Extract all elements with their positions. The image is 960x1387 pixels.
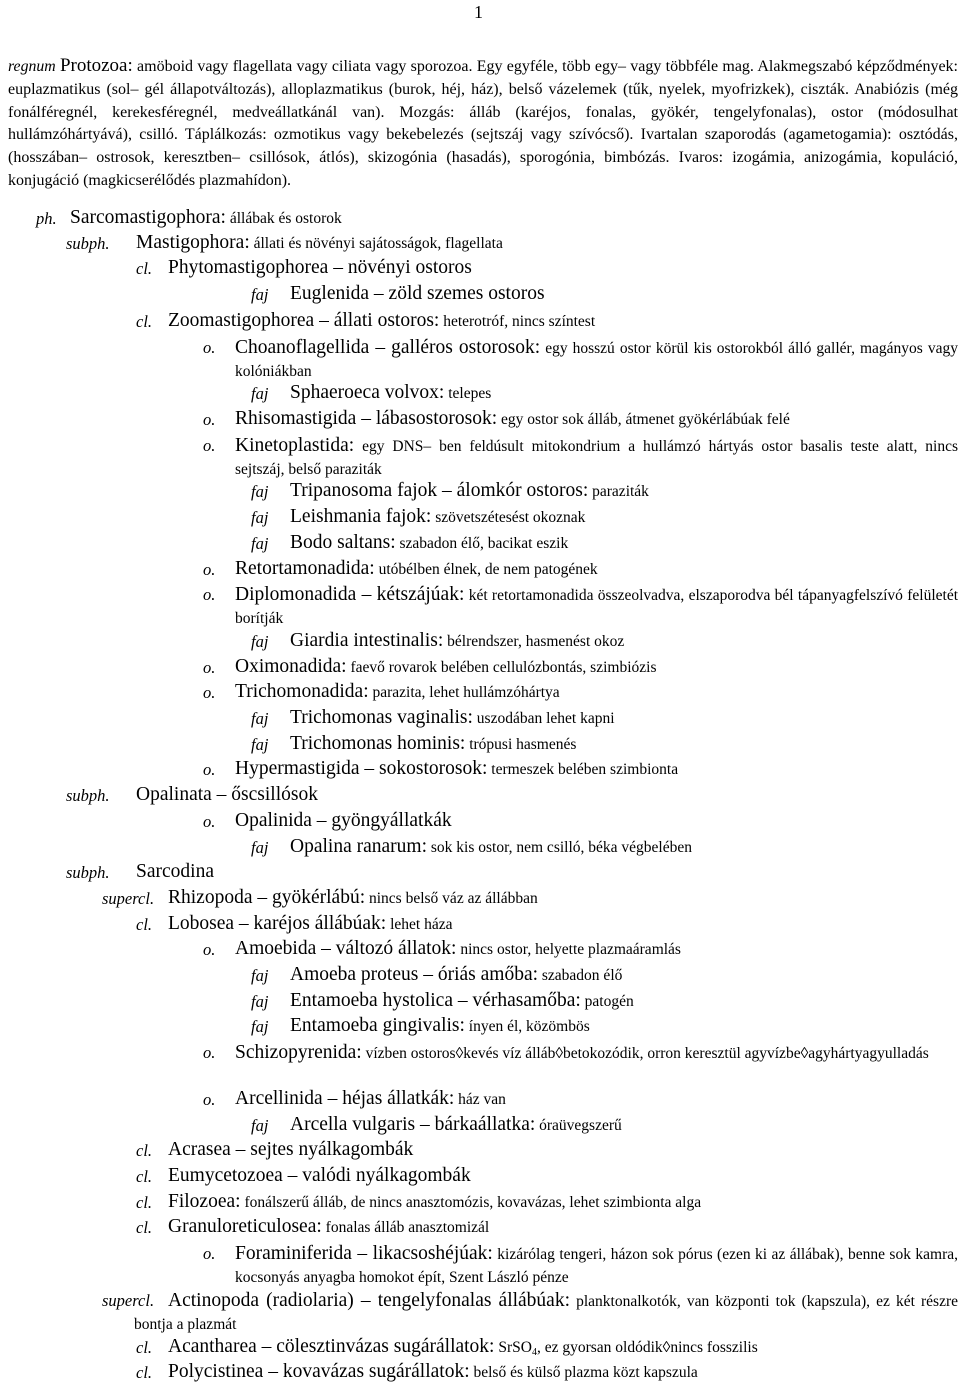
taxon-rank-label: o. — [203, 585, 216, 604]
taxon-entry — [290, 1015, 590, 1037]
taxon-rank-label: cl. — [136, 915, 153, 934]
taxon-rank-label: o. — [203, 436, 216, 455]
taxon-entry — [235, 1041, 958, 1065]
taxon-description: vízben ostoros◊kevés víz álláb◊betokozódik, orron keresztül agyvízbe◊agyhártyagyulladás — [361, 1045, 929, 1062]
taxon-description: állábak és ostorok — [225, 210, 342, 227]
taxon-rank-label: faj — [251, 1017, 269, 1036]
page-number: 1 — [474, 2, 483, 22]
taxon-rank-label: o. — [203, 1090, 216, 1109]
taxon-entry — [290, 1114, 622, 1136]
taxon-rank-label: cl. — [136, 312, 153, 331]
taxon-entry — [168, 1191, 701, 1213]
taxon-name: Amoebida – változó állatok: — [235, 938, 457, 959]
taxon-entry — [235, 681, 560, 703]
taxon-rank-label: cl. — [136, 1193, 153, 1212]
intro-paragraph — [8, 55, 958, 193]
taxon-name: Polycistinea – kovavázas sugárállatok: — [168, 1361, 470, 1382]
taxon-name: Acantharea – cölesztinvázas sugárállatok: — [168, 1336, 495, 1357]
taxon-description: fonalas álláb anasztomizál — [321, 1219, 490, 1236]
taxon-entry — [290, 382, 491, 404]
taxon-name: Leishmania fajok: — [290, 506, 432, 527]
taxon-entry — [235, 938, 681, 960]
taxon-description: heterotróf, nincs színtest — [439, 313, 596, 330]
regnum-label: regnum — [8, 58, 56, 75]
taxon-description: termeszek belében szimbionta — [487, 761, 679, 778]
taxon-description: egy hosszú ostor körül kis ostorokból álló gallér, magányos vagy kolóniákban — [235, 340, 958, 380]
taxon-description: egy ostor sok álláb, átmenet gyökérlábúak felé — [497, 411, 790, 428]
taxon-description: faevő rovarok belében cellulózbontás, szimbiózis — [346, 659, 657, 676]
taxon-description: nincs ostor, helyette plazmaáramlás — [456, 941, 681, 958]
taxon-description: szabadon élő, bacikat eszik — [395, 535, 569, 552]
taxon-description: ínyen él, közömbös — [464, 1018, 590, 1035]
intro-text: amöboid vagy flagellata vagy ciliata vagy sporozoa. Egy egyféle, több egy– vagy többféle mag. Alakmegszabó képződmények: euplazmatikus (sol– gél állapotváltozás), alloplazmatikus (burok, héj, ház), belső vázelemek (tűk, nyelek, myofrizkek), ciszták. Anabiózis (még fonálféregnél, kerekesféregnél, medveállatkánál van). Mozgás: álláb (karéjos, fonalas, gyökér, tengelyfonalas), ostor (módosulhat hullámzóhártyává), csilló. Táplálkozás: ozmotikus vagy bekebelezés (sejtszáj vagy szívócső). Ivartalan szaporodás (agametogamia): osztódás, (hosszában– ostrosok, keresztben– csillósok, átlós), skizogónia (hasadás), sporogónia, bimbózás. Ivaros: izogámia, anizogámia, kopuláció, konjugáció (magkicserélődés plazmahídon). — [8, 58, 959, 189]
taxon-name: Trichomonadida: — [235, 681, 369, 702]
taxon-description: paraziták — [588, 483, 649, 500]
taxon-rank-label: o. — [203, 410, 216, 429]
taxon-name: Sarcomastigophora: — [70, 207, 226, 228]
taxon-description: bélrendszer, hasmenést okoz — [443, 633, 625, 650]
taxon-description: utóbélben élnek, de nem patogének — [374, 561, 598, 578]
taxon-description: uszodában lehet kapni — [472, 710, 615, 727]
taxon-description: patogén — [580, 993, 634, 1010]
taxon-entry — [168, 913, 452, 935]
taxon-name: Eumycetozoea – valódi nyálkagombák — [168, 1165, 471, 1186]
taxon-name: Opalinata – őscsillósok — [136, 784, 318, 805]
taxon-entry — [235, 408, 790, 430]
taxon-rank-label: o. — [203, 683, 216, 702]
taxon-name: Phytomastigophorea – növényi ostoros — [168, 257, 472, 278]
taxon-name: Kinetoplastida: — [235, 435, 355, 456]
taxon-rank-label: o. — [203, 760, 216, 779]
taxon-rank-label: cl. — [136, 259, 153, 278]
taxon-rank-label: supercl. — [102, 1291, 155, 1310]
taxon-rank-label: faj — [251, 285, 269, 304]
taxon-entry — [70, 207, 342, 229]
taxon-entry — [235, 558, 598, 580]
taxon-entry — [235, 810, 452, 832]
taxon-name: Mastigophora: — [136, 232, 250, 253]
taxon-entry — [235, 434, 958, 481]
taxon-entry — [134, 1289, 958, 1336]
taxon-rank-label: o. — [203, 1244, 216, 1263]
taxon-entry — [290, 506, 585, 528]
taxon-entry — [290, 707, 615, 729]
taxon-entry — [235, 1088, 506, 1110]
taxon-rank-label: faj — [251, 534, 269, 553]
taxon-description: telepes — [444, 385, 492, 402]
taxon-rank-label: o. — [203, 812, 216, 831]
taxon-rank-label: faj — [251, 966, 269, 985]
taxon-entry — [235, 1242, 958, 1289]
taxon-rank-label: faj — [251, 735, 269, 754]
taxon-entry — [168, 1165, 471, 1187]
taxon-entry — [235, 758, 678, 780]
taxon-name: Schizopyrenida: — [235, 1042, 362, 1063]
taxon-rank-label: faj — [251, 482, 269, 501]
taxon-entry — [168, 310, 595, 332]
taxon-rank-label: o. — [203, 1043, 216, 1062]
taxon-rank-label: o. — [203, 338, 216, 357]
taxon-entry — [168, 1139, 413, 1161]
taxon-rank-label: subph. — [66, 863, 110, 882]
taxon-name: Oximonadida: — [235, 656, 347, 677]
taxon-description: óraüvegszerű — [535, 1117, 622, 1134]
taxon-rank-label: ph. — [36, 209, 57, 228]
taxon-name: Foraminiferida – likacsoshéjúak: — [235, 1243, 493, 1264]
taxon-name: Euglenida – zöld szemes ostoros — [290, 283, 545, 304]
formula-subscript: 4 — [531, 1347, 537, 1358]
taxon-entry — [168, 1361, 698, 1383]
taxon-name: Hypermastigida – sokostorosok: — [235, 758, 488, 779]
taxon-entry — [290, 283, 545, 305]
taxon-rank-label: cl. — [136, 1167, 153, 1186]
taxon-description: nincs belső váz az állábban — [365, 890, 538, 907]
taxon-name: Actinopoda (radiolaria) – tengelyfonalas állábúak: — [168, 1290, 571, 1311]
taxon-description-tail: , ez gyorsan oldódik◊nincs fosszilis — [536, 1339, 758, 1356]
regnum-name: Protozoa: — [59, 55, 133, 76]
taxon-rank-label: subph. — [66, 786, 110, 805]
taxon-description: szövetszétesést okoznak — [431, 509, 586, 526]
taxon-description: szabadon élő — [538, 967, 623, 984]
taxon-name: Diplomonadida – kétszájúak: — [235, 584, 465, 605]
taxon-name: Trichomonas vaginalis: — [290, 707, 473, 728]
taxon-entry — [168, 1216, 489, 1238]
taxon-name: Amoeba proteus – óriás amőba: — [290, 964, 539, 985]
taxon-name: Arcella vulgaris – bárkaállatka: — [290, 1114, 536, 1135]
taxon-entry — [235, 336, 958, 383]
taxon-rank-label: supercl. — [102, 889, 155, 908]
taxon-rank-label: o. — [203, 560, 216, 579]
taxon-name: Opalinida – gyöngyállatkák — [235, 810, 452, 831]
taxon-name: Granuloreticulosea: — [168, 1216, 322, 1237]
taxon-rank-label: cl. — [136, 1141, 153, 1160]
taxon-rank-label: faj — [251, 384, 269, 403]
taxon-entry — [136, 784, 318, 806]
taxon-entry — [290, 836, 692, 858]
taxon-rank-label: o. — [203, 940, 216, 959]
taxon-name: Opalina ranarum: — [290, 836, 427, 857]
taxon-description: SrSO — [494, 1339, 532, 1356]
taxon-rank-label: cl. — [136, 1363, 153, 1382]
taxon-name: Entamoeba hystolica – vérhasamőba: — [290, 990, 581, 1011]
taxon-rank-label: faj — [251, 632, 269, 651]
taxon-name: Lobosea – karéjos állábúak: — [168, 913, 387, 934]
taxon-name: Giardia intestinalis: — [290, 630, 444, 651]
taxon-entry — [290, 532, 568, 554]
taxon-name: Acrasea – sejtes nyálkagombák — [168, 1139, 414, 1160]
taxon-entry — [290, 630, 624, 652]
taxon-name: Sphaeroeca volvox: — [290, 382, 445, 403]
taxon-entry — [168, 1336, 758, 1358]
taxon-description: lehet háza — [386, 916, 453, 933]
taxon-description: ház van — [454, 1091, 506, 1108]
taxon-description: egy DNS– ben feldúsult mitokondrium a hullámzó hártyás ostor basalis teste alatt, nincs sejtszáj, belső paraziták — [235, 438, 958, 478]
taxon-description: állati és növényi sajátosságok, flagellata — [249, 235, 503, 252]
taxon-entry — [136, 232, 503, 254]
taxon-rank-label: faj — [251, 709, 269, 728]
taxon-entry — [235, 583, 958, 630]
taxon-description: belső és külső plazma közt kapszula — [469, 1364, 698, 1381]
taxon-description: trópusi hasmenés — [465, 736, 577, 753]
taxon-rank-label: o. — [203, 658, 216, 677]
taxon-entry — [290, 990, 634, 1012]
taxon-name: Zoomastigophorea – állati ostoros: — [168, 310, 440, 331]
taxon-entry — [290, 733, 576, 755]
taxon-name: Sarcodina — [136, 861, 214, 882]
taxon-rank-label: faj — [251, 508, 269, 527]
taxon-rank-label: cl. — [136, 1338, 153, 1357]
taxon-name: Filozoea: — [168, 1191, 241, 1212]
taxon-description: fonálszerű álláb, de nincs anasztomózis, kovavázas, lehet szimbionta alga — [240, 1194, 702, 1211]
taxon-name: Arcellinida – héjas állatkák: — [235, 1088, 455, 1109]
taxon-entry — [290, 964, 622, 986]
taxon-entry — [235, 656, 656, 678]
taxon-name: Choanoflagellida – galléros ostorosok: — [235, 337, 541, 358]
taxon-entry — [290, 480, 649, 502]
taxon-rank-label: faj — [251, 992, 269, 1011]
taxon-entry — [168, 887, 538, 909]
taxon-name: Tripanosoma fajok – álomkór ostoros: — [290, 480, 589, 501]
taxon-rank-label: subph. — [66, 234, 110, 253]
taxon-name: Rhizopoda – gyökérlábú: — [168, 887, 366, 908]
taxon-description: planktonalkotók, van központi tok (kapszula), ez két részre bontja a plazmát — [134, 1293, 958, 1333]
taxon-name: Rhisomastigida – lábasostorosok: — [235, 408, 498, 429]
taxon-rank-label: faj — [251, 1116, 269, 1135]
taxon-description: kizárólag tengeri, házon sok pórus (ezen ki az állábak), benne sok kamra, kocsonyás anyagba homokot épít, Szent László pénze — [235, 1246, 959, 1286]
taxon-description: sok kis ostor, nem csilló, béka végbelében — [427, 839, 692, 856]
taxon-entry — [168, 257, 472, 279]
taxon-name: Retortamonadida: — [235, 558, 375, 579]
taxon-name: Bodo saltans: — [290, 532, 396, 553]
taxon-name: Entamoeba gingivalis: — [290, 1015, 465, 1036]
taxon-rank-label: faj — [251, 838, 269, 857]
taxon-entry — [136, 861, 214, 883]
taxon-description: parazita, lehet hullámzóhártya — [368, 684, 560, 701]
taxon-name: Trichomonas hominis: — [290, 733, 466, 754]
taxon-description: két retortamonadida összeolvadva, elszaporodva bél tápanyagfelszívó felületét borítják — [235, 587, 959, 627]
taxon-rank-label: cl. — [136, 1218, 153, 1237]
